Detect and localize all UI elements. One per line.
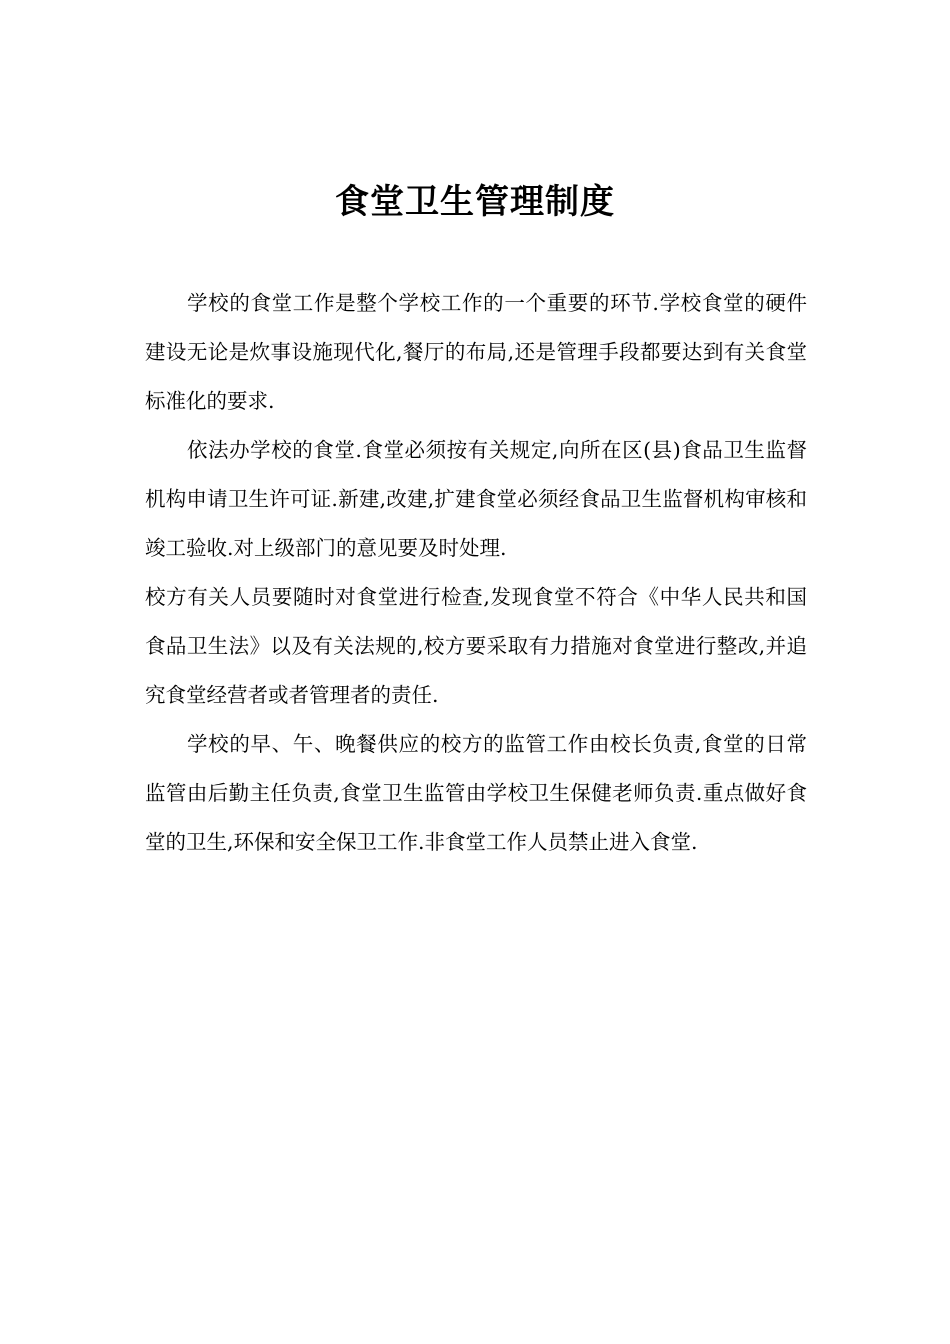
paragraph-4: 学校的早、午、晚餐供应的校方的监管工作由校长负责,食堂的日常监管由后勤主任负责,食堂卫生监管由学校卫生保健老师负责.重点做好食堂的卫生,环保和安全保卫工作.非食堂工作人员禁止进入食堂. (145, 732, 807, 854)
paragraph-1: 学校的食堂工作是整个学校工作的一个重要的环节.学校食堂的硬件建设无论是炊事设施现代化,餐厅的布局,还是管理手段都要达到有关食堂标准化的要求. (145, 291, 807, 413)
paragraph-3: 校方有关人员要随时对食堂进行检查,发现食堂不符合《中华人民共和国食品卫生法》以及有关法规的,校方要采取有力措施对食堂进行整改,并追究食堂经营者或者管理者的责任. (145, 585, 807, 707)
document-title: 食堂卫生管理制度 (335, 182, 615, 222)
paragraph-2: 依法办学校的食堂.食堂必须按有关规定,向所在区(县)食品卫生监督机构申请卫生许可证.新建,改建,扩建食堂必须经食品卫生监督机构审核和竣工验收.对上级部门的意见要及时处理. (145, 438, 807, 560)
document-body (145, 279, 807, 867)
